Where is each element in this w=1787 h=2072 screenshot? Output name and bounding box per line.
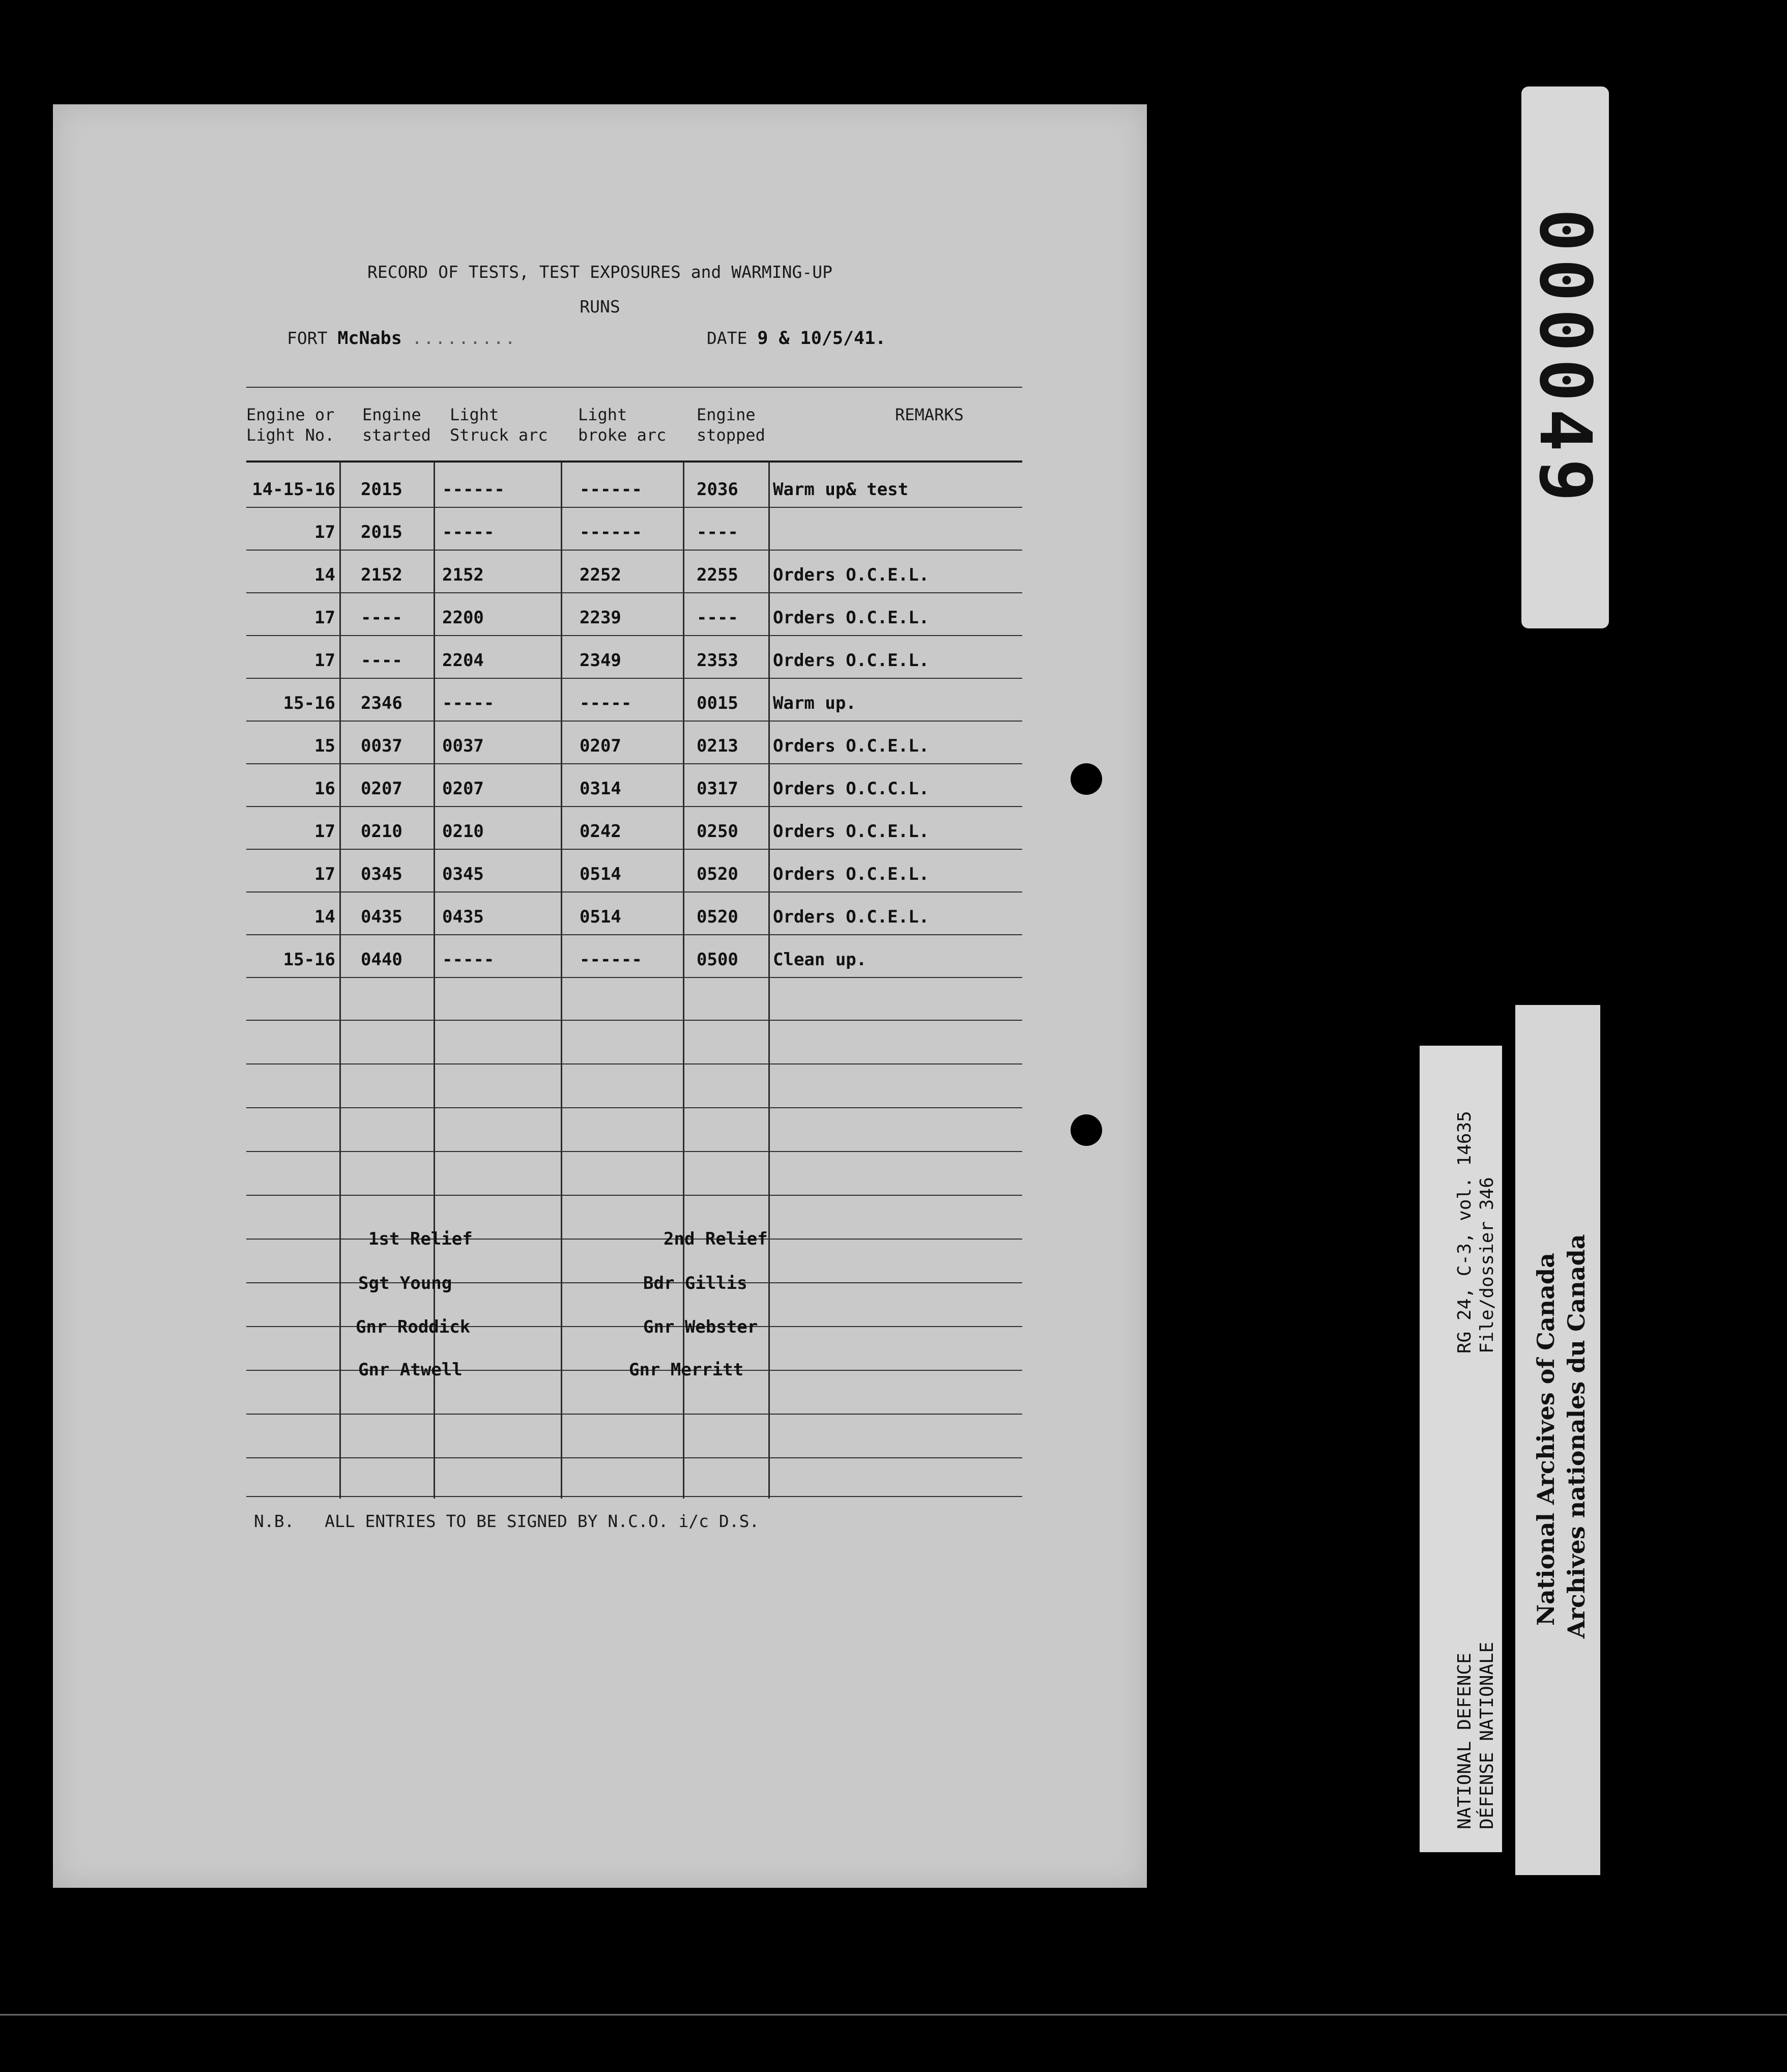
table-rule <box>246 1496 1022 1497</box>
row-rule <box>246 934 1022 935</box>
cell-engine-stopped: ---- <box>697 522 738 542</box>
cell-light-no: 15 <box>314 736 335 756</box>
table-rule <box>246 387 1022 388</box>
blank-row-rule <box>246 1151 1022 1152</box>
cell-light-no: 15-16 <box>283 693 335 713</box>
frame-number: 000049 <box>1523 209 1606 509</box>
table-rule <box>246 461 1022 463</box>
cell-engine-stopped: 0317 <box>697 779 738 799</box>
cell-engine-started: 0435 <box>361 907 402 927</box>
row-rule <box>246 763 1022 764</box>
row-rule <box>246 678 1022 679</box>
header-engine-or-light: Engine or Light No. <box>246 405 335 445</box>
cell-engine-stopped: 2036 <box>697 479 738 500</box>
form-title: RECORD OF TESTS, TEST EXPOSURES and WARMING-UP <box>367 262 832 282</box>
row-rule <box>246 592 1022 593</box>
date-label: DATE <box>707 328 747 348</box>
header-light-broke: Light broke arc <box>578 405 667 445</box>
archive-ref-volume: RG 24, C-3, vol. 14635 <box>1454 1111 1475 1354</box>
cell-remarks: Orders O.C.E.L. <box>773 650 930 671</box>
dept-name-en: NATIONAL DEFENCE <box>1454 1653 1475 1829</box>
cell-light-no: 17 <box>314 864 335 884</box>
first-relief-member: Sgt Young <box>358 1273 452 1293</box>
form-title-runs: RUNS <box>580 297 620 316</box>
column-divider <box>339 462 341 1499</box>
cell-engine-started: 0207 <box>361 779 402 799</box>
cell-engine-started: 2152 <box>361 565 402 585</box>
cell-light-struck: 0210 <box>442 821 484 842</box>
column-divider <box>768 462 770 1499</box>
cell-light-no: 14 <box>314 907 335 927</box>
second-relief-member: Bdr Gillis <box>643 1273 747 1293</box>
cell-light-broke: 0314 <box>580 779 621 799</box>
header-remarks: REMARKS <box>895 405 964 424</box>
cell-engine-started: 0210 <box>361 821 402 842</box>
row-rule <box>246 721 1022 722</box>
cell-light-struck: ----- <box>442 949 495 970</box>
cell-remarks: Clean up. <box>773 949 867 970</box>
archives-name-fr: Archives nationales du Canada <box>1563 1234 1590 1638</box>
cell-remarks: Warm up. <box>773 693 856 713</box>
footer-note: N.B. ALL ENTRIES TO BE SIGNED BY N.C.O. i/c D.S. <box>254 1511 760 1531</box>
cell-engine-stopped: 0520 <box>697 864 738 884</box>
cell-light-no: 17 <box>314 522 335 542</box>
cell-light-struck: 0435 <box>442 907 484 927</box>
column-divider <box>434 462 435 1499</box>
record-table <box>246 387 1022 1499</box>
second-relief-member: Gnr Merritt <box>629 1360 744 1380</box>
column-divider <box>683 462 684 1499</box>
blank-row-rule <box>246 1195 1022 1196</box>
header-engine-started: Engine started <box>362 405 431 445</box>
cell-engine-started: 0440 <box>361 949 402 970</box>
date-value: 9 & 10/5/41. <box>757 328 886 349</box>
cell-engine-stopped: 2255 <box>697 565 738 585</box>
cell-light-broke: 0514 <box>580 907 621 927</box>
cell-light-struck: ------ <box>442 479 505 500</box>
punch-hole <box>1071 763 1102 795</box>
cell-remarks: Orders O.C.E.L. <box>773 736 930 756</box>
cell-engine-started: 0345 <box>361 864 402 884</box>
fort-label: FORT <box>287 328 328 348</box>
archives-name-en: National Archives of Canada <box>1532 1253 1560 1626</box>
cell-engine-started: ---- <box>361 650 402 671</box>
cell-engine-stopped: 0520 <box>697 907 738 927</box>
row-rule <box>246 891 1022 893</box>
cell-light-no: 16 <box>314 779 335 799</box>
cell-light-no: 14 <box>314 565 335 585</box>
cell-light-broke: ------ <box>580 949 642 970</box>
cell-light-struck: ----- <box>442 522 495 542</box>
second-relief-title: 2nd Relief <box>664 1229 768 1249</box>
cell-light-struck: ----- <box>442 693 495 713</box>
cell-engine-stopped: ---- <box>697 608 738 628</box>
blank-row-rule <box>246 1063 1022 1064</box>
cell-light-struck: 0037 <box>442 736 484 756</box>
blank-row-rule <box>246 1020 1022 1021</box>
first-relief-title: 1st Relief <box>368 1229 473 1249</box>
cell-light-no: 15-16 <box>283 949 335 970</box>
blank-row-rule <box>246 1457 1022 1458</box>
cell-engine-started: 0037 <box>361 736 402 756</box>
cell-light-no: 17 <box>314 650 335 671</box>
first-relief-member: Gnr Atwell <box>358 1360 463 1380</box>
column-divider <box>561 462 562 1499</box>
cell-light-struck: 2204 <box>442 650 484 671</box>
cell-light-broke: ------ <box>580 479 642 500</box>
fort-dots: ......... <box>412 328 517 348</box>
national-archives-label <box>1515 1005 1600 1875</box>
cell-light-no: 17 <box>314 821 335 842</box>
cell-light-broke: ------ <box>580 522 642 542</box>
cell-remarks: Warm up& test <box>773 479 909 500</box>
frame-number-stamp <box>1521 87 1609 628</box>
archive-reference-label <box>1420 1046 1502 1852</box>
archive-ref-file: File/dossier 346 <box>1477 1177 1497 1354</box>
cell-engine-started: ---- <box>361 608 402 628</box>
fort-value: McNabs <box>337 328 402 349</box>
cell-engine-stopped: 2353 <box>697 650 738 671</box>
cell-remarks: Orders O.C.E.L. <box>773 565 930 585</box>
cell-light-struck: 2152 <box>442 565 484 585</box>
cell-light-broke: 2349 <box>580 650 621 671</box>
scan-edge-line <box>0 2014 1787 2016</box>
cell-engine-started: 2015 <box>361 522 402 542</box>
blank-row-rule <box>246 1414 1022 1415</box>
row-rule <box>246 507 1022 508</box>
document-page <box>53 104 1147 1888</box>
date-line <box>707 328 886 349</box>
cell-remarks: Orders O.C.E.L. <box>773 864 930 884</box>
cell-remarks: Orders O.C.E.L. <box>773 821 930 842</box>
cell-engine-started: 2015 <box>361 479 402 500</box>
row-rule <box>246 550 1022 551</box>
blank-row-rule <box>246 1239 1022 1240</box>
punch-hole <box>1071 1114 1102 1146</box>
row-rule <box>246 849 1022 850</box>
cell-engine-stopped: 0015 <box>697 693 738 713</box>
row-rule <box>246 635 1022 636</box>
blank-row-rule <box>246 1107 1022 1108</box>
second-relief-member: Gnr Webster <box>643 1317 758 1337</box>
header-light-struck: Light Struck arc <box>450 405 548 445</box>
header-engine-stopped: Engine stopped <box>697 405 765 445</box>
cell-light-struck: 0207 <box>442 779 484 799</box>
cell-light-no: 17 <box>314 608 335 628</box>
first-relief-member: Gnr Roddick <box>356 1317 471 1337</box>
cell-light-broke: 0207 <box>580 736 621 756</box>
cell-light-struck: 0345 <box>442 864 484 884</box>
row-rule <box>246 977 1022 978</box>
cell-remarks: Orders O.C.E.L. <box>773 608 930 628</box>
cell-light-no: 14-15-16 <box>252 479 335 500</box>
cell-light-broke: ----- <box>580 693 632 713</box>
cell-light-broke: 0242 <box>580 821 621 842</box>
cell-light-broke: 0514 <box>580 864 621 884</box>
cell-engine-stopped: 0213 <box>697 736 738 756</box>
cell-remarks: Orders O.C.C.L. <box>773 779 930 799</box>
cell-remarks: Orders O.C.E.L. <box>773 907 930 927</box>
cell-light-broke: 2252 <box>580 565 621 585</box>
row-rule <box>246 806 1022 807</box>
cell-engine-started: 2346 <box>361 693 402 713</box>
cell-light-broke: 2239 <box>580 608 621 628</box>
cell-engine-stopped: 0500 <box>697 949 738 970</box>
cell-engine-stopped: 0250 <box>697 821 738 842</box>
cell-light-struck: 2200 <box>442 608 484 628</box>
dept-name-fr: DÉFENSE NATIONALE <box>1477 1642 1497 1829</box>
fort-line <box>287 328 516 349</box>
